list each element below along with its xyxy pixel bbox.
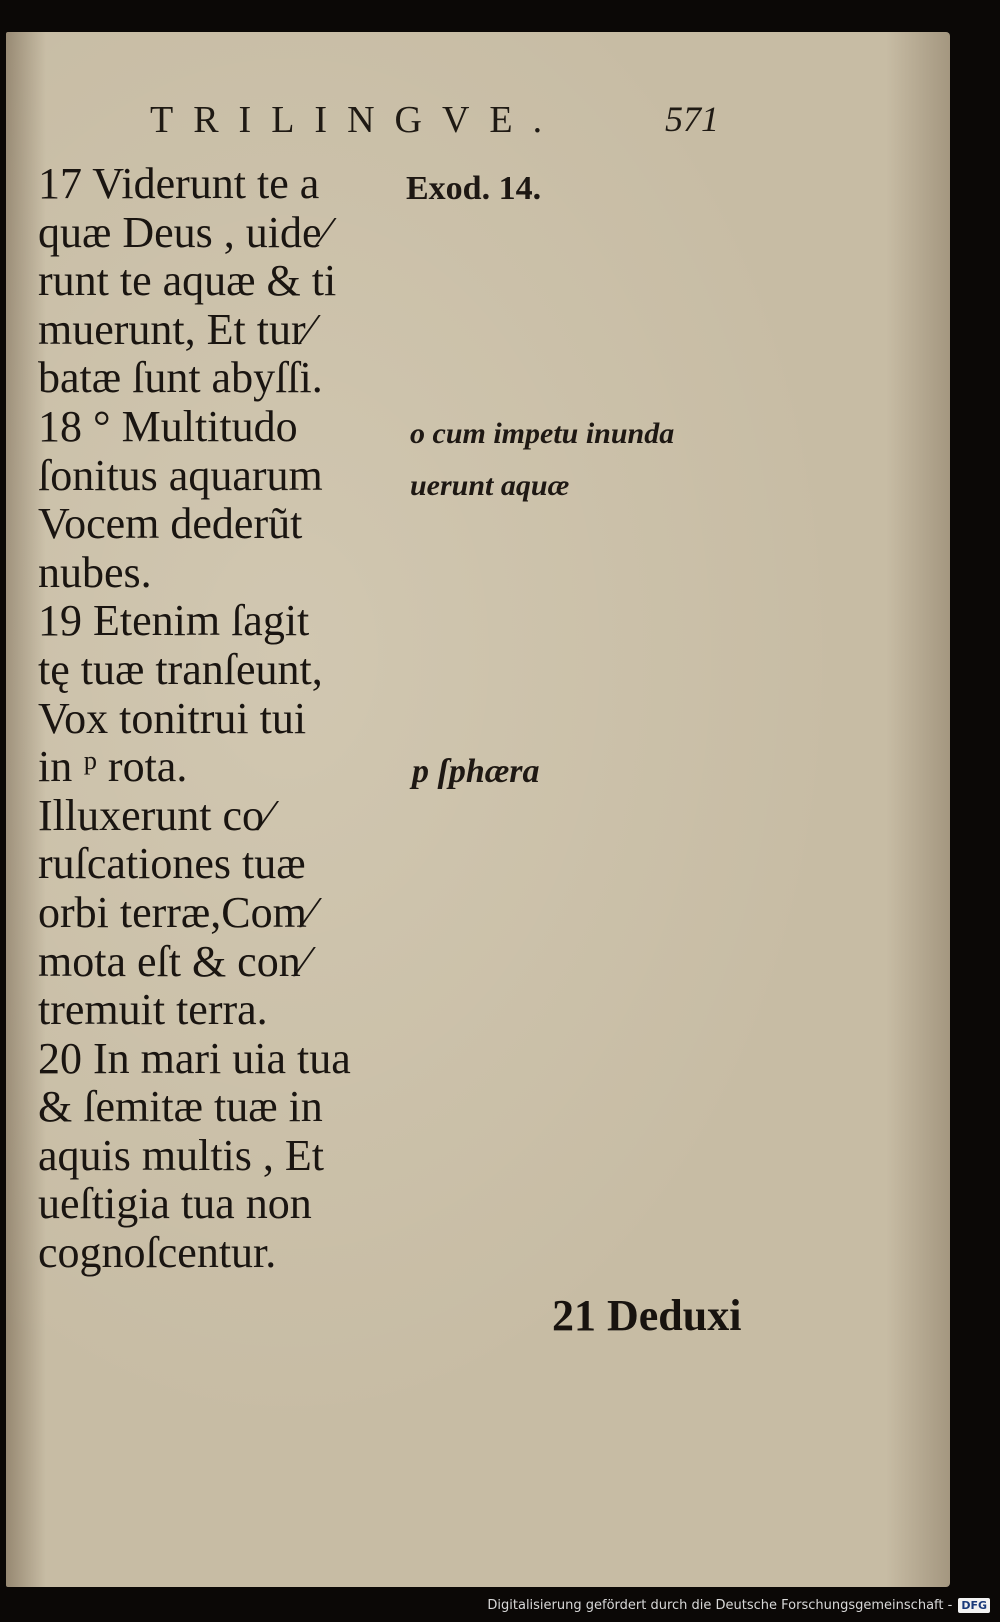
- text-line: ueſtigia tua non: [38, 1179, 312, 1229]
- text-line: tę tuæ tranſeunt,: [38, 644, 323, 694]
- margin-note-exodus: Exod. 14.: [406, 170, 542, 207]
- text-line: in ᵖ rota.: [38, 742, 188, 792]
- margin-note-o-line2: uerunt aquæ: [410, 469, 570, 502]
- text-line: Vox tonitrui tui: [38, 693, 307, 743]
- text-line: nubes.: [38, 547, 152, 597]
- text-line: 18 ° Multitudo: [38, 401, 298, 451]
- margin-note-o-line1: o cum impetu inunda: [410, 417, 675, 450]
- running-title: TRILINGVE.: [150, 99, 563, 141]
- text-line: cognoſcentur.: [38, 1228, 277, 1278]
- text-line: & ſemitæ tuæ in: [38, 1082, 323, 1132]
- main-text-column: [38, 160, 398, 1278]
- catchword: 21 Deduxi: [552, 1291, 742, 1340]
- text-line: muerunt, Et tur⁄: [38, 304, 313, 354]
- running-header: [150, 98, 960, 148]
- text-line: 19 Etenim ſagit: [38, 596, 310, 646]
- text-line: mota eſt & con⁄: [38, 936, 309, 986]
- text-line: Vocem dederũt: [38, 499, 303, 549]
- text-line: Illuxerunt co⁄: [38, 790, 272, 840]
- text-line: runt te aquæ & ti: [38, 256, 337, 306]
- text-line: batæ ſunt abyſſi.: [38, 353, 323, 403]
- dfg-logo: DFG: [958, 1598, 990, 1613]
- margin-note-p: p ſphæra: [412, 753, 540, 790]
- text-line: 20 In mari uia tua: [38, 1033, 351, 1083]
- margin-note-o: [410, 408, 770, 512]
- page-number: 571: [665, 99, 719, 139]
- digitization-footer: [487, 1594, 990, 1616]
- text-line: ruſcationes tuæ: [38, 839, 306, 889]
- text-line: orbi terræ,Com⁄: [38, 887, 315, 937]
- footer-credit: Digitalisierung gefördert durch die Deutsche Forschungsgemeinschaft -: [487, 1597, 953, 1613]
- text-line: aquis multis , Et: [38, 1130, 324, 1180]
- text-line: 17 Viderunt te a: [38, 159, 320, 208]
- text-line: quæ Deus , uide⁄: [38, 207, 329, 257]
- text-line: ſonitus aquarum: [38, 450, 323, 500]
- text-line: tremuit terra.: [38, 985, 268, 1035]
